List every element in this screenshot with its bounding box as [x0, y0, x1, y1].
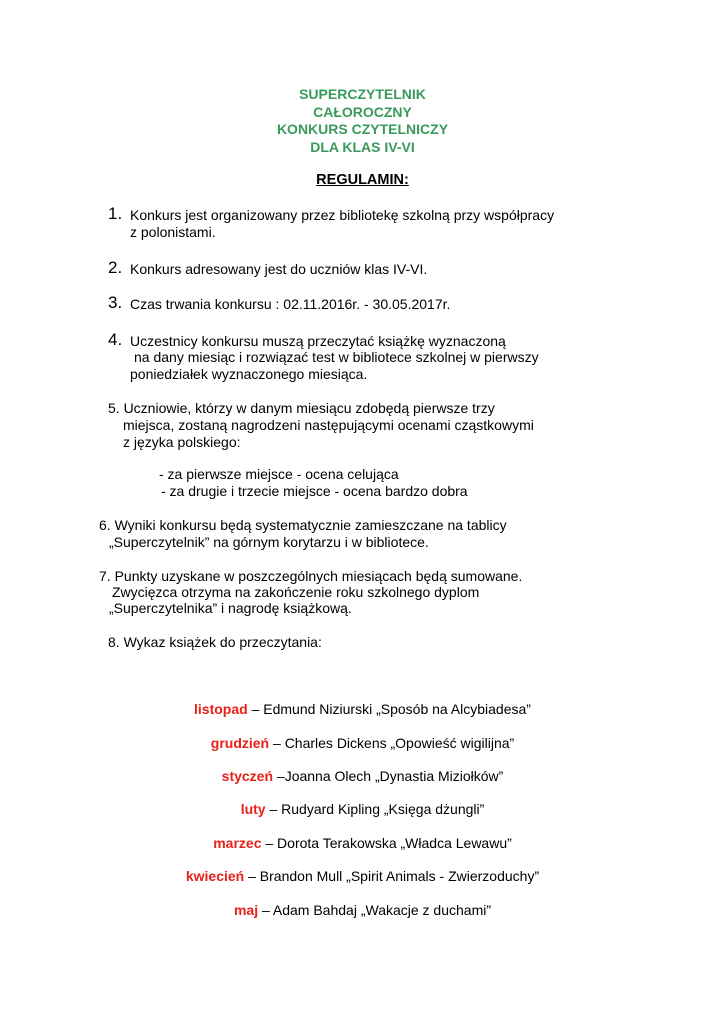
book-title: – Dorota Terakowska „Władca Lewawu” — [261, 835, 512, 851]
book-entry — [0, 767, 725, 785]
book-title: – Rudyard Kipling „Księga dżungli” — [265, 801, 485, 817]
rule-5-reward-2: - za drugie i trzecie miejsce - ocena bardzo dobra — [161, 483, 468, 499]
book-entry — [0, 800, 725, 818]
rule-7-line-1: 7. Punkty uzyskane w poszczególnych miesiącach będą sumowane. — [99, 568, 523, 584]
rule-8-line-1: 8. Wykaz książek do przeczytania: — [108, 634, 322, 650]
rule-6-line-1: 6. Wyniki konkursu będą systematycznie zamieszczane na tablicy — [99, 517, 507, 533]
rule-1-number: 1. — [108, 204, 123, 223]
book-month: grudzień — [210, 735, 270, 751]
rule-5-line-2: miejsca, zostaną nagrodzeni następującymi ocenami cząstkowymi — [123, 417, 534, 433]
book-month: maj — [233, 902, 259, 918]
book-title: – Edmund Niziurski „Sposób na Alcybiadesa” — [247, 701, 531, 717]
title-line-1: SUPERCZYTELNIK — [299, 86, 426, 102]
rule-4-line-1: Uczestnicy konkursu muszą przeczytać książkę wyznaczoną — [130, 333, 506, 349]
regulamin-heading: REGULAMIN: — [316, 172, 409, 188]
rule-3-number: 3. — [108, 293, 123, 312]
rule-5-line-3: z języka polskiego: — [123, 434, 241, 450]
book-month: marzec — [213, 835, 262, 851]
book-entry — [0, 867, 725, 885]
rule-2-line-1: Konkurs adresowany jest do uczniów klas IV-VI. — [130, 261, 428, 277]
rule-2-number: 2. — [108, 258, 123, 277]
book-month: luty — [240, 801, 266, 817]
book-entry — [0, 700, 725, 718]
book-month: kwiecień — [185, 868, 245, 884]
book-title: – Brandon Mull „Spirit Animals - Zwierzoduchy” — [244, 868, 540, 884]
book-entry — [0, 734, 725, 752]
rule-1-line-2: z polonistami. — [130, 224, 216, 240]
rule-6-line-2: „Superczytelnik” na górnym korytarzu i w bibliotece. — [109, 534, 429, 550]
title-line-4: DLA KLAS IV-VI — [310, 139, 415, 155]
title-line-3: KONKURS CZYTELNICZY — [276, 121, 449, 137]
rule-4-number: 4. — [108, 330, 123, 349]
book-month: styczeń — [221, 768, 274, 784]
book-title: – Charles Dickens „Opowieść wigilijna” — [269, 735, 515, 751]
rule-5-reward-1: - za pierwsze miejsce - ocena celująca — [159, 466, 399, 482]
rule-7-line-3: „Superczytelnika” i nagrodę książkową. — [109, 600, 352, 616]
rule-5-line-1: 5. Uczniowie, którzy w danym miesiącu zdobędą pierwsze trzy — [108, 400, 495, 416]
rule-3-line-1: Czas trwania konkursu : 02.11.2016r. - 30.05.2017r. — [130, 296, 451, 312]
book-entry — [0, 834, 725, 852]
rule-4-line-2: na dany miesiąc i rozwiązać test w bibliotece szkolnej w pierwszy — [134, 349, 539, 365]
rule-1-line-1: Konkurs jest organizowany przez bibliotekę szkolną przy współpracy — [130, 207, 555, 223]
rule-4-line-3: poniedziałek wyznaczonego miesiąca. — [130, 366, 368, 382]
book-month: listopad — [194, 701, 248, 717]
rule-7-line-2: Zwycięzca otrzyma na zakończenie roku szkolnego dyplom — [112, 584, 480, 600]
title-line-2: CAŁOROCZNY — [313, 104, 412, 120]
book-title: – Adam Bahdaj „Wakacje z duchami” — [258, 902, 492, 918]
book-entry — [0, 901, 725, 919]
book-title: –Joanna Olech „Dynastia Miziołków” — [273, 768, 504, 784]
